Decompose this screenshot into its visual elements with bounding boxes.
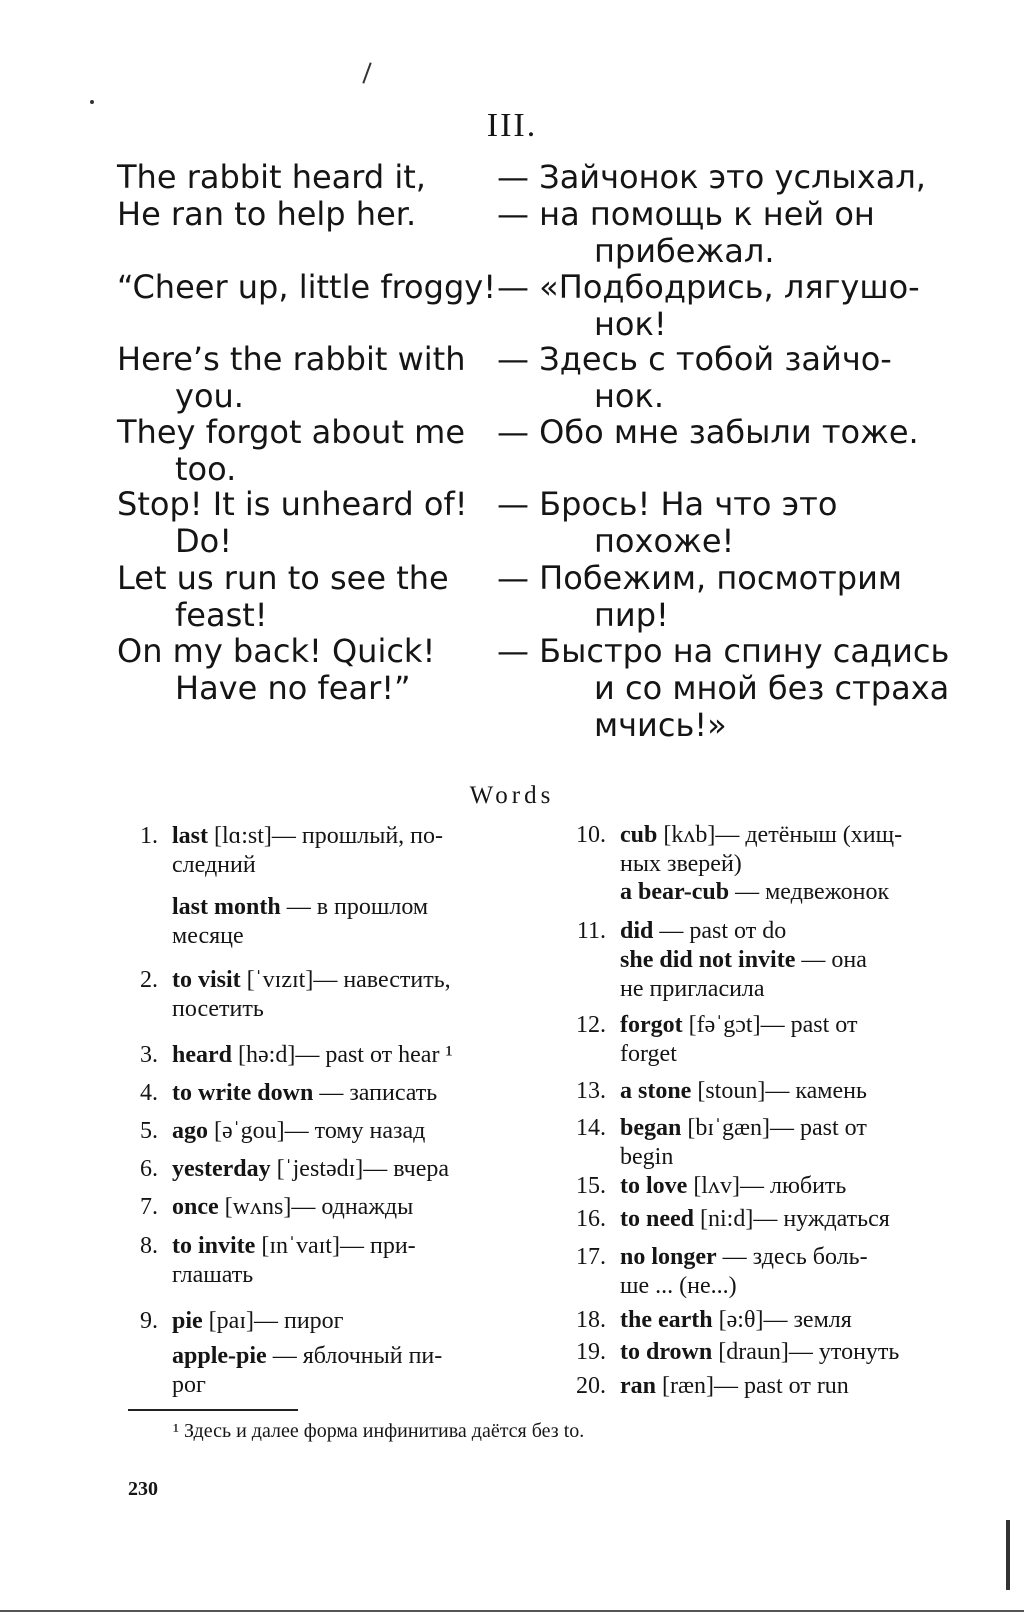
vocab-word: did xyxy=(620,918,654,944)
vocab-word: once xyxy=(172,1194,219,1220)
vocab-gloss: — медвежонок xyxy=(735,879,890,905)
vocab-transcription: [ˈjestədɪ] xyxy=(276,1156,364,1182)
poem-en-line: “Cheer up, little froggy! xyxy=(117,268,497,306)
vocab-gloss: — прошлый, по- xyxy=(271,823,443,849)
vocab-line xyxy=(620,1077,867,1105)
vocab-gloss: — камень xyxy=(765,1078,867,1104)
vocab-word: to invite xyxy=(172,1233,256,1259)
vocab-transcription: [ɪnˈvaɪt] xyxy=(261,1233,340,1259)
vocab-number: 7. xyxy=(140,1194,158,1220)
poem-ru-line-cont: и со мной без страха xyxy=(594,669,950,707)
vocab-gloss: — земля xyxy=(763,1307,852,1333)
vocab-gloss-cont: begin xyxy=(620,1144,674,1170)
vocab-gloss: — past от run xyxy=(713,1373,849,1399)
vocab-word: yesterday xyxy=(172,1156,271,1182)
vocab-word: the earth xyxy=(620,1307,713,1333)
vocab-line xyxy=(172,1307,344,1335)
vocab-transcription: [draun] xyxy=(718,1339,789,1365)
vocab-line xyxy=(172,1079,437,1107)
vocab-line xyxy=(620,1306,852,1334)
poem-en-line-cont: you. xyxy=(175,377,244,415)
vocab-number: 12. xyxy=(576,1012,606,1038)
vocab-transcription: [stoun] xyxy=(697,1078,766,1104)
vocab-line xyxy=(172,966,451,994)
vocab-number: 17. xyxy=(576,1244,606,1270)
vocab-gloss: — пирог xyxy=(253,1308,344,1334)
poem-en-line-cont: Do! xyxy=(175,522,233,560)
page-number: 230 xyxy=(128,1478,158,1500)
vocab-gloss: — навестить, xyxy=(313,967,451,993)
vocab-gloss: — past от hear ¹ xyxy=(295,1042,453,1068)
vocab-number: 11. xyxy=(576,918,606,944)
vocab-gloss: — однажды xyxy=(291,1194,414,1220)
scan-edge xyxy=(1006,1520,1010,1590)
vocab-transcription: [paɪ] xyxy=(208,1308,254,1334)
vocab-transcription: [hə:d] xyxy=(238,1042,296,1068)
vocab-gloss: — past от xyxy=(760,1012,858,1038)
vocab-transcription: [əˈgou] xyxy=(214,1118,285,1144)
vocab-word: to write down xyxy=(172,1080,314,1106)
vocab-number: 4. xyxy=(140,1080,158,1106)
vocab-gloss-cont: ше ... (не...) xyxy=(620,1273,737,1299)
vocab-line xyxy=(620,1338,899,1366)
poem-en-line: Stop! It is unheard of! xyxy=(117,485,468,523)
vocab-line xyxy=(620,1011,857,1039)
vocab-word: to need xyxy=(620,1206,694,1232)
vocab-line xyxy=(172,822,443,850)
words-heading: Words xyxy=(469,782,555,809)
footnote xyxy=(173,1418,584,1444)
footnote-mark: ¹ xyxy=(173,1420,179,1442)
vocab-line xyxy=(172,1342,442,1370)
poem-ru-line-cont: мчись!» xyxy=(594,706,727,744)
vocab-word: ago xyxy=(172,1118,208,1144)
vocab-gloss: — нуждаться xyxy=(753,1206,890,1232)
poem-ru-line-cont: похоже! xyxy=(594,522,735,560)
poem-en-line-cont: feast! xyxy=(175,596,268,634)
vocab-gloss: — любить xyxy=(739,1173,847,1199)
vocab-word: to visit xyxy=(172,967,241,993)
poem-ru-line-cont: нок! xyxy=(594,305,667,343)
vocab-word: to love xyxy=(620,1173,688,1199)
poem-en-line: The rabbit heard it, xyxy=(117,158,426,196)
vocab-line xyxy=(172,893,428,921)
poem-ru-line: — Побежим, посмотрим xyxy=(497,559,903,597)
vocab-line xyxy=(620,1205,890,1233)
vocab-number: 9. xyxy=(140,1308,158,1334)
footnote-rule xyxy=(128,1409,298,1411)
vocab-number: 18. xyxy=(576,1307,606,1333)
vocab-word: last xyxy=(172,823,208,849)
vocab-gloss-cont: посетить xyxy=(172,996,264,1022)
vocab-line xyxy=(620,821,902,849)
vocab-number: 14. xyxy=(576,1115,606,1141)
vocab-line xyxy=(172,1041,453,1069)
vocab-gloss: — past от do xyxy=(659,918,787,944)
vocab-number: 19. xyxy=(576,1339,606,1365)
poem-en-line-cont: too. xyxy=(175,450,237,488)
vocab-line xyxy=(172,1232,416,1260)
poem-en-line: Here’s the rabbit with xyxy=(117,340,466,378)
vocab-line xyxy=(620,878,889,906)
vocab-gloss-cont: месяце xyxy=(172,923,244,949)
vocab-gloss: — она xyxy=(801,947,867,973)
vocab-line xyxy=(172,1155,449,1183)
vocab-gloss: — детёныш (хищ- xyxy=(715,822,903,848)
poem-en-line: He ran to help her. xyxy=(117,195,417,233)
vocab-transcription: [ə:θ] xyxy=(718,1307,764,1333)
scan-speck xyxy=(90,100,94,104)
vocab-number: 6. xyxy=(140,1156,158,1182)
vocab-line xyxy=(620,1172,846,1200)
vocab-line xyxy=(172,1117,425,1145)
vocab-line xyxy=(620,1114,867,1142)
vocab-word: a stone xyxy=(620,1078,692,1104)
vocab-word: cub xyxy=(620,822,658,848)
poem-ru-line: — «Подбодрись, лягушо- xyxy=(497,268,920,306)
vocab-number: 1. xyxy=(140,823,158,849)
vocab-word: ran xyxy=(620,1373,656,1399)
vocab-gloss: — здесь боль- xyxy=(722,1244,868,1270)
vocab-gloss-cont: ных зверей) xyxy=(620,851,742,877)
poem-en-line: Let us run to see the xyxy=(117,559,449,597)
vocab-word: no longer xyxy=(620,1244,717,1270)
vocab-transcription: [bɪˈgæn] xyxy=(687,1115,771,1141)
vocab-transcription: [ræn] xyxy=(662,1373,714,1399)
vocab-number: 2. xyxy=(140,967,158,993)
vocab-transcription: [kʌb] xyxy=(663,822,716,848)
footnote-text: Здесь и далее форма инфинитива даётся без to. xyxy=(184,1420,585,1442)
vocab-transcription: [lʌv] xyxy=(693,1173,740,1199)
vocab-word: apple-pie xyxy=(172,1343,267,1369)
poem-en-line-cont: Have no fear!” xyxy=(175,669,411,707)
vocab-gloss-cont: рог xyxy=(172,1372,206,1398)
vocab-gloss: — в прошлом xyxy=(286,894,429,920)
poem-ru-line: — Быстро на спину садись xyxy=(497,632,950,670)
vocab-gloss: — past от xyxy=(770,1115,867,1141)
vocab-number: 3. xyxy=(140,1042,158,1068)
vocab-transcription: [wʌns] xyxy=(224,1194,292,1220)
vocab-gloss: — записать xyxy=(319,1080,438,1106)
vocab-line xyxy=(620,946,867,974)
poem-ru-line: — на помощь к ней он xyxy=(497,195,875,233)
vocab-line xyxy=(620,917,786,945)
vocab-word: began xyxy=(620,1115,682,1141)
vocab-gloss-cont: глашать xyxy=(172,1262,254,1288)
vocab-number: 5. xyxy=(140,1118,158,1144)
vocab-number: 15. xyxy=(576,1173,606,1199)
vocab-word: forgot xyxy=(620,1012,683,1038)
scan-edge xyxy=(0,1610,1024,1612)
vocab-gloss-cont: не пригласила xyxy=(620,976,765,1002)
section-number: III. xyxy=(486,107,538,144)
poem-ru-line: — Здесь с тобой зайчо- xyxy=(497,340,892,378)
vocab-word: pie xyxy=(172,1308,203,1334)
vocab-word: heard xyxy=(172,1042,232,1068)
vocab-transcription: [ˈvɪzɪt] xyxy=(246,967,314,993)
vocab-transcription: [lɑ:st] xyxy=(214,823,272,849)
poem-ru-line-cont: пир! xyxy=(594,596,669,634)
vocab-gloss: — яблочный пи- xyxy=(272,1343,443,1369)
vocab-line xyxy=(620,1372,849,1400)
vocab-transcription: [fəˈgɔt] xyxy=(688,1012,761,1038)
vocab-word: she did not invite xyxy=(620,947,796,973)
scan-speck xyxy=(362,62,371,83)
vocab-line xyxy=(620,1243,868,1271)
poem-ru-line: — Брось! На что это xyxy=(497,485,838,523)
vocab-word: last month xyxy=(172,894,281,920)
vocab-number: 8. xyxy=(140,1233,158,1259)
vocab-gloss: — тому назад xyxy=(284,1118,426,1144)
vocab-gloss-cont: forget xyxy=(620,1041,677,1067)
vocab-word: to drown xyxy=(620,1339,713,1365)
poem-en-line: They forgot about me xyxy=(117,413,466,451)
vocab-gloss: — вчера xyxy=(363,1156,450,1182)
poem-en-line: On my back! Quick! xyxy=(117,632,436,670)
vocab-line xyxy=(172,1193,413,1221)
vocab-gloss: — утонуть xyxy=(788,1339,900,1365)
vocab-word: a bear-cub xyxy=(620,879,730,905)
poem-ru-line: — Зайчонок это услыхал, xyxy=(497,158,926,196)
vocab-gloss: — при- xyxy=(339,1233,416,1259)
poem-ru-line-cont: прибежал. xyxy=(594,232,775,270)
poem-ru-line: — Обо мне забыли тоже. xyxy=(497,413,919,451)
vocab-gloss-cont: следний xyxy=(172,852,256,878)
vocab-number: 16. xyxy=(576,1206,606,1232)
vocab-number: 10. xyxy=(576,822,606,848)
vocab-number: 20. xyxy=(576,1373,606,1399)
poem-ru-line-cont: нок. xyxy=(594,377,664,415)
vocab-transcription: [ni:d] xyxy=(700,1206,754,1232)
vocab-number: 13. xyxy=(576,1078,606,1104)
